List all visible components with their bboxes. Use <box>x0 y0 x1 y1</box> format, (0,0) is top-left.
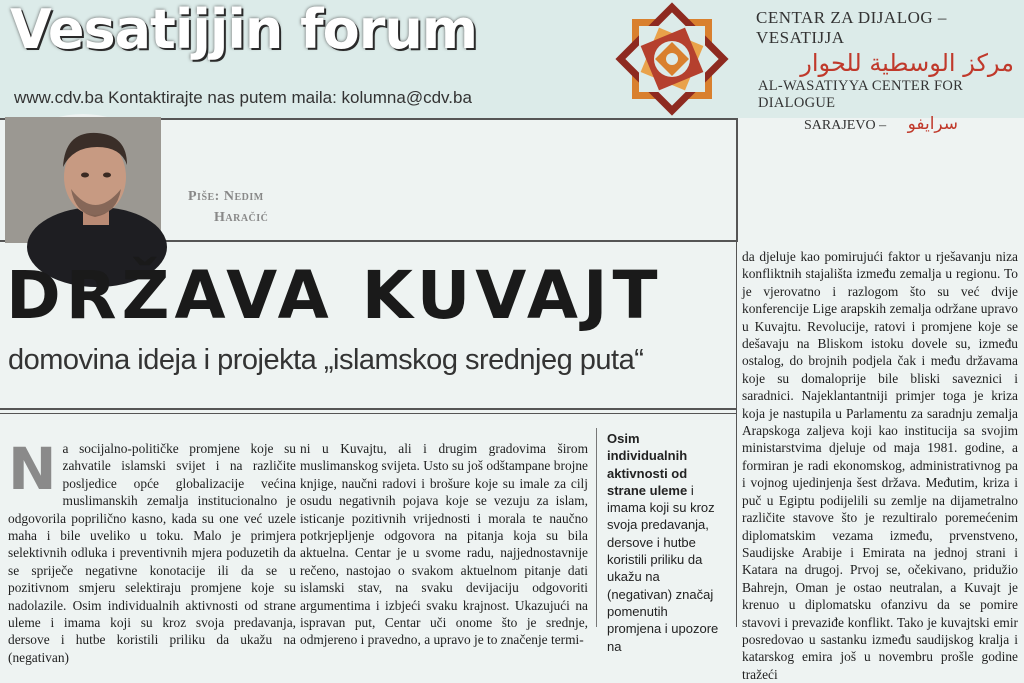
divider <box>596 428 597 627</box>
city-dash: – <box>879 118 887 133</box>
forum-title: Vesatijjin forum <box>10 0 478 61</box>
center-name-en2: AL-WASATIYYA CENTER FOR DIALOGUE <box>758 78 964 111</box>
author-photo <box>2 114 164 246</box>
masthead <box>0 0 1024 134</box>
author-line2: Haračić <box>214 210 269 225</box>
divider <box>0 413 736 414</box>
pull-quote-text: i imama koji su kroz svoja predavanja, dersove i hutbe koristili priliku da ukažu na (negativan) značaj pomenutih promjena i upozore na <box>607 482 719 654</box>
center-name-ar: مركز الوسطية للحوار <box>800 49 1014 77</box>
city-en: SARAJEVO <box>804 118 876 133</box>
pull-quote <box>607 430 721 654</box>
article-column-1 <box>8 435 296 665</box>
pull-quote-bold: Osim individualnih aktivnosti od strane uleme <box>607 431 688 498</box>
city-line <box>804 114 1024 134</box>
headline: DRŽAVA KUVAJT <box>6 257 663 334</box>
star-logo-icon <box>610 2 734 116</box>
author-line1: Piše: Nedim <box>188 189 264 204</box>
contact-line[interactable]: www.cdv.ba Kontaktirajte nas putem maila: kolumna@cdv.ba <box>14 88 472 107</box>
divider <box>0 408 736 410</box>
subtitle: domovina ideja i projekta „islamskog srednjeg puta“ <box>8 344 644 376</box>
city-ar: سرايفو <box>907 114 959 134</box>
center-name-block <box>742 8 1024 134</box>
drop-cap: N <box>8 435 57 503</box>
column-1-text: a socijalno-političke promjene koje su zahvatile islamski svijet i na različite posljedice opće globalizacije većina muslimanskih zemalja institucionalno je odgovorila poprilično kasno, kada su one već uzele maha i bile uveliko u toku. Malo je primjera selektivnih odluka i preventivnih mjera poduzetih da se spriječe negativne konotacije ili da se u pozitivnom smjeru selektiraju promjene koje su nadolazile. Osim individualnih aktivnosti od strane uleme i imama koji su kroz svoja predavanja, dersove i hutbe koristili priliku da ukažu na (negativan) <box>8 441 296 665</box>
center-name-en: CENTAR ZA DIJALOG – VESATIJJA <box>756 8 947 47</box>
divider <box>736 240 737 627</box>
column-4-text: da djeluje kao pomirujući faktor u rješavanju niza konfliktnih stajališta između zemalja u regionu. To je vjerovatno i razlogom što su već dvije konferencije Lige arapskih zemalja održane upravo u Kuvajtu. Revolucije, ratovi i promjene koje se dešavaju na Bliskom istoku dovele su, između ostalog, do brojnih podjela čak i među državama koje su domaloprije bile bliski saveznici i saradnici. Najeklantantniji primjer toga je kriza koja je nastupila u Parlamentu za saradnju zemalja Arapskoga zaljeva koji kao institucija sa svojim ministarstvima djeluje od maja 1981. godine, a formiran je radi ekonomskog, administrativnog pa i vojnog ujedinjenja šest država. Međutim, kriza i puč u Egiptu podijelili su zemlje na dijametralno različite stavove što je rezultiralo poremećenim diplomatskim vezama između, prvenstveno, Saudijske Arabije i Emirata na jednoj strani i Katara na drugoj. Prvoj se, očekivano, pridužio Bahrejn, Oman je ostao neutralan, a Kuvajt je krenuo u diplomatsku ofanzivu da se pomire stavovi i prevaziđe konflikt. Tako je kuvajtski emir posredovao u sastanku između saudijskog kralja i katarskog emira još u novembru prošle godine tražeći <box>742 249 1018 682</box>
author-byline <box>188 186 268 228</box>
article-column-2 <box>300 440 588 648</box>
article-column-4 <box>742 248 1018 682</box>
divider <box>736 118 738 240</box>
column-2-text: ni u Kuvajtu, ali i drugim gradovima širom muslimanskog svijeta. Usto su još odštampane brojne knjige, naučni radovi i brošure koje su imale za cilj osudu negativnih pojava koje se vezuju za islam, isticanje pozitivnih vrijednosti i morala te naučno potkrjepljenje odgovora na pitanja koja su bila aktuelna. Centar je u svome radu, najjednostavnije rečeno, nastojao o svakom aktuelnom pitanje dati islamski stav, na svaku devijaciju odgovoriti argumentima i izbjeći svaku krajnost. Ukazujući na ispravan put, Centar uči onome što je srednje, odmjereno i pravedno, a upravo je to značenje termi- <box>300 441 588 648</box>
